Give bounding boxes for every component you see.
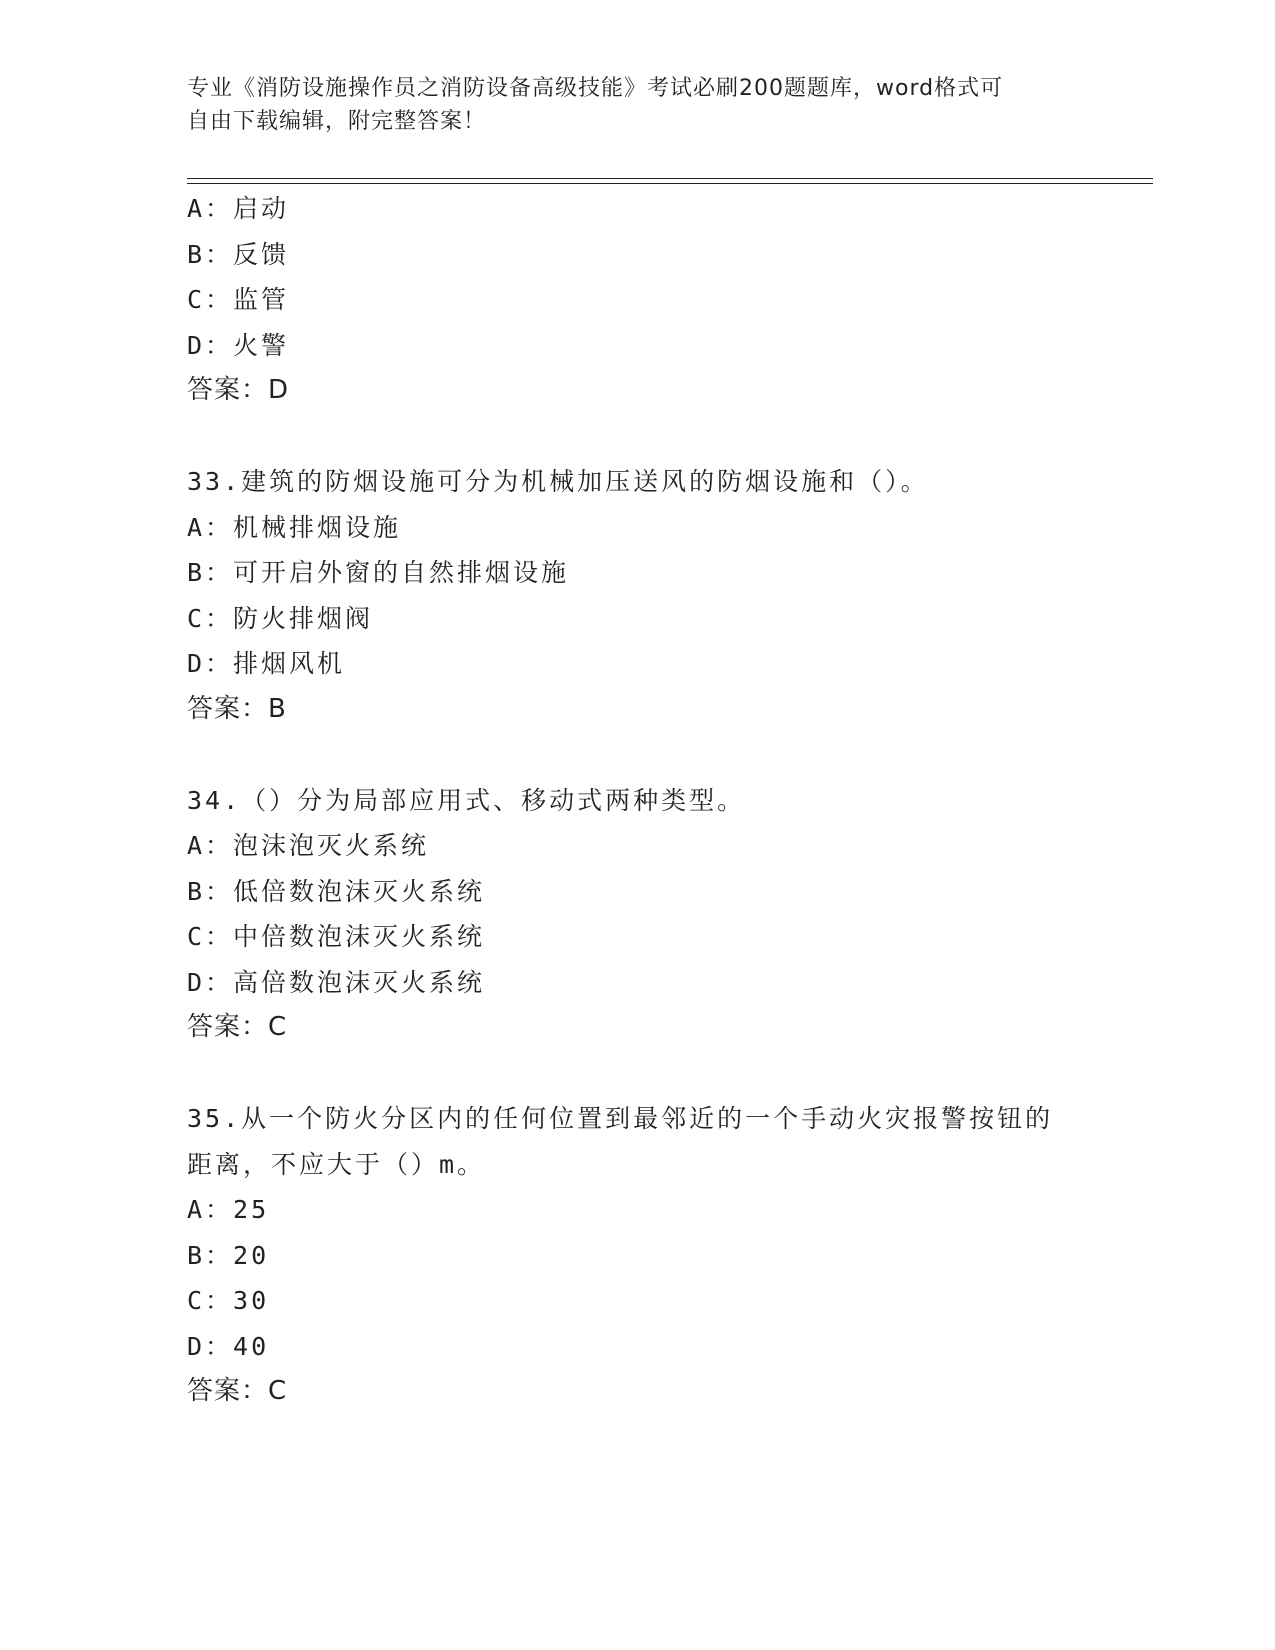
option-c: C：防火排烟阀 [187,603,374,633]
spacer [187,732,1147,778]
question-stem-line-2: 距离，不应大于（）m。 [187,1149,486,1179]
header-line-1: 专业《消防设施操作员之消防设备高级技能》考试必刷200题题库，word格式可 [187,76,1004,101]
answer-line: 答案：B [187,693,287,724]
option-b: B：低倍数泡沫灭火系统 [187,876,486,906]
question-block [187,459,1147,732]
option-d: D：火警 [187,330,290,360]
option-d: D：排烟风机 [187,649,346,678]
document-header [187,72,1087,138]
option-b: B：反馈 [187,239,290,269]
header-line-2: 自由下载编辑，附完整答案！ [187,109,487,134]
option-c: C：监管 [187,285,290,314]
spacer [187,1051,1147,1097]
question-stem: 34.（）分为局部应用式、移动式两种类型。 [187,785,746,815]
answer-line: 答案：C [187,1376,288,1406]
option-b: B：可开启外窗的自然排烟设施 [187,558,570,587]
option-a: A：25 [187,1195,270,1224]
question-block [187,778,1147,1051]
question-list [187,186,1147,1415]
answer-line: 答案：D [187,375,290,405]
question-block [187,1096,1147,1415]
header-divider-top [187,178,1153,179]
option-b: B：20 [187,1240,270,1270]
option-d: D：高倍数泡沫灭火系统 [187,967,486,997]
option-a: A：启动 [187,194,290,223]
spacer [187,414,1147,460]
option-a: A：泡沫泡灭火系统 [187,831,430,860]
option-c: C：30 [187,1286,270,1315]
answer-line: 答案：C [187,1012,288,1042]
option-c: C：中倍数泡沫灭火系统 [187,922,486,951]
header-divider-bottom [187,183,1153,184]
question-block [187,186,1147,414]
question-stem: 33.建筑的防烟设施可分为机械加压送风的防烟设施和（）。 [187,467,929,496]
question-stem-line-1: 35.从一个防火分区内的任何位置到最邻近的一个手动火灾报警按钮的 [187,1104,1054,1133]
option-d: D：40 [187,1331,270,1361]
option-a: A：机械排烟设施 [187,512,402,542]
